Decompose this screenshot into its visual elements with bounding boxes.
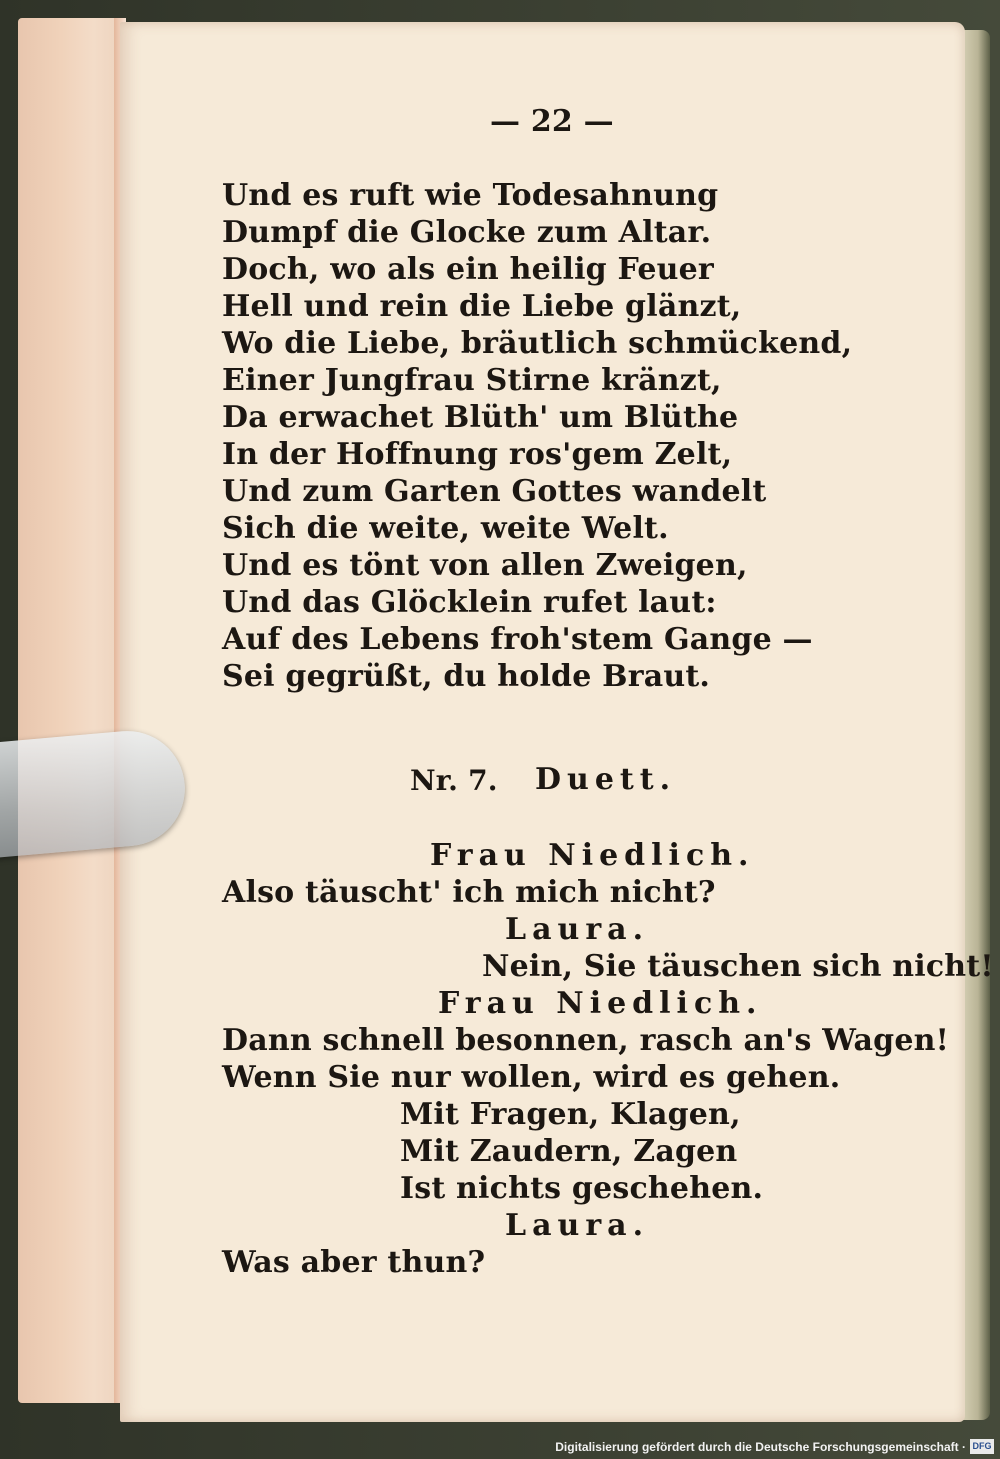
section-number: Nr. 7. (410, 764, 498, 797)
dfg-logo: DFG (970, 1439, 994, 1454)
verse-line: Und das Glöcklein rufet laut: (222, 585, 717, 620)
digitization-credit: Digitalisierung gefördert durch die Deutsche Forschungsgemeinschaft · (555, 1440, 966, 1454)
page-number: — 22 — (490, 104, 614, 139)
dialogue-line: Dann schnell besonnen, rasch an's Wagen! (222, 1023, 949, 1058)
verse-line: Und zum Garten Gottes wandelt (222, 474, 767, 509)
verse-line: In der Hoffnung ros'gem Zelt, (222, 437, 733, 472)
verse-line: Da erwachet Blüth' um Blüthe (222, 400, 739, 435)
verse-line: Wo die Liebe, bräutlich schmückend, (222, 326, 853, 361)
dialogue-line: Was aber thun? (222, 1245, 486, 1280)
speaker-name: Frau Niedlich. (438, 986, 763, 1021)
verse-line: Hell und rein die Liebe glänzt, (222, 289, 742, 324)
dialogue-line: Nein, Sie täuschen sich nicht! (482, 949, 994, 984)
verse-line: Und es ruft wie Todesahnung (222, 178, 719, 213)
dialogue-line: Mit Fragen, Klagen, (400, 1097, 741, 1132)
verse-line: Sei gegrüßt, du holde Braut. (222, 659, 711, 694)
book-edge (18, 18, 126, 1403)
speaker-name: Frau Niedlich. (430, 838, 755, 873)
speaker-name: Laura. (505, 1208, 650, 1243)
dialogue-line: Ist nichts geschehen. (400, 1171, 764, 1206)
verse-line: Und es tönt von allen Zweigen, (222, 548, 748, 583)
verse-line: Sich die weite, weite Welt. (222, 511, 669, 546)
speaker-name: Laura. (505, 912, 650, 947)
dialogue-line: Also täuscht' ich mich nicht? (222, 875, 716, 910)
dialogue-line: Mit Zaudern, Zagen (400, 1134, 738, 1169)
verse-line: Auf des Lebens froh'stem Gange — (222, 622, 813, 657)
dialogue-line: Wenn Sie nur wollen, wird es gehen. (222, 1060, 841, 1095)
verse-line: Dumpf die Glocke zum Altar. (222, 215, 712, 250)
section-title: Duett. (535, 762, 677, 797)
verse-line: Einer Jungfrau Stirne kränzt, (222, 363, 722, 398)
verse-line: Doch, wo als ein heilig Feuer (222, 252, 714, 287)
